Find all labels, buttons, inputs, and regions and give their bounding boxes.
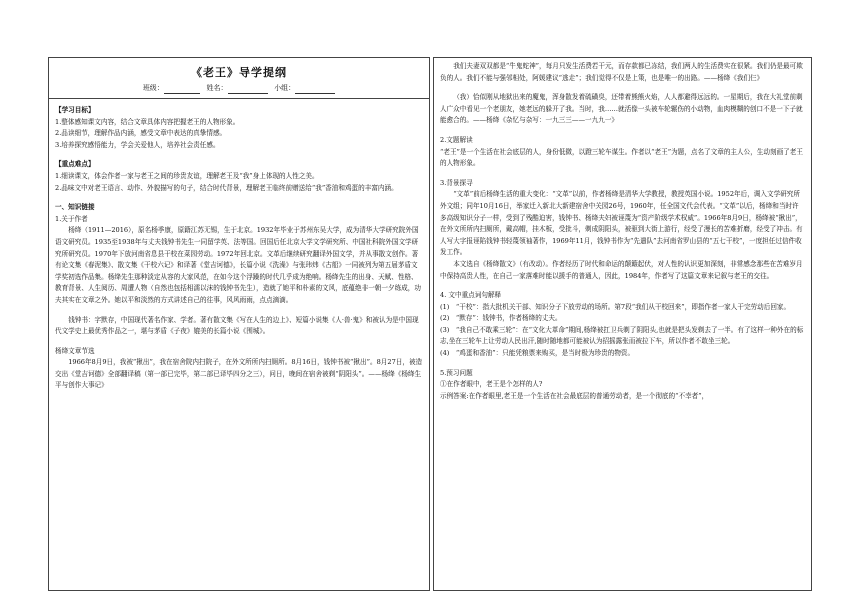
background-heading: 3.背景探寻 bbox=[440, 178, 473, 187]
objectives-heading: 【学习目标】 bbox=[55, 106, 95, 114]
objective-item: 3.培养探究感悟能力，学会关爱他人，培养社会责任感。 bbox=[55, 140, 220, 149]
key-word-item: (3) “我自己不敢乘三轮”：在“文化大革命”期间,杨绛被扛卫兵剃了阴阳头,也就是把头发剃去了一半。有了这样一种外在的标志,坐在三轮车上让劳动人民出汗,随时随地都可能被认为招摇露张而被拉下车，所以作者不敢坐三轮。 bbox=[440, 325, 804, 346]
key-word-item: (4) “鸡蛋和香油”：只能凭粮票来购买，是当时极为珍贵的物资。 bbox=[440, 349, 635, 358]
key-words-heading: 4. 文中重点词句解释 bbox=[440, 291, 502, 300]
author-paragraph: 杨绛（1911—2016），原名杨季康，原籍江苏无锡，生于北京。1932年毕业于苏州东吴大学，成为清华大学研究院外国语文研究员。1935至1938年与丈夫钱钟书先生一同留学英、法等国。回国后任北京大学文学研究所、中国社科院外国文学研究所研究员。1970年下放河南省息县干校在菜园劳动。1972年回北京。文革后继续研究翻译外国文学，并从事散文创作。著有论文集《春泥集》、散文集《干校六记》和译著《堂吉诃德》，长篇小说《洗澡》与张玮炜《古船》一同被列为第五届茅盾文学奖初选作品集。杨绛先生那种淡定从容的大家风范，在如今这个浮躁的时代几乎成为绝响。杨绛先生的出身、天赋、性格、教育背景、人生阅历、周遭人物（自然也包括相濡以沫的钱钟书先生），造就了她平和朴素的文风，底蕴绝非一朝一夕练成，功夫其实在文章之外。她以平和淡然的方式讲述自己的往事，风风雨雨，点点滴滴。 bbox=[55, 226, 421, 304]
title-interpretation-text: “老王”是一个生活在社会底层的人，身份低微，以蹬三轮车谋生。作者以“老王”为题，点名了文章的主人公，生动刻画了老王的人物形象。 bbox=[440, 147, 803, 168]
keypoint-item: 2.品味文中对老王语言、动作、外貌描写的句子，结合时代背景，理解老王临终前赠送给“我”香油和鸡蛋的丰富内涵。 bbox=[55, 183, 398, 192]
quote-zayi: （我）恰似刚从地狱出来的魔鬼，浑身散发着硫磺臭，还带着熊熊火焰，人人都避得远远的。一星期后，我在大礼堂前剩人广众中看见一个老朋友，她老远的躲开了我。当时，我……就活像一头被车轮辗伤的小动物，血肉模糊的创口不是一下子就能愈合的。——杨绛《杂忆与杂写：一九三三——一九九一》 bbox=[440, 93, 803, 125]
key-word-item: (1) “干校”：指大批机关干部、知识分子下放劳动的场所。第7段“我们从干校回来”，即指作者一家人干完劳动后回家。 bbox=[440, 302, 791, 311]
name-label: 姓名： bbox=[206, 84, 228, 92]
class-label: 班级： bbox=[142, 84, 164, 92]
divider bbox=[49, 98, 429, 99]
keypoints-heading: 【重点难点】 bbox=[55, 160, 95, 169]
qian-zhongshu-paragraph: 钱钟书：字默存，中国现代著名作家、学者。著有散文集《写在人生的边上》、短篇小说集《人·兽·鬼》和被认为是中国现代文学史上最优秀作品之一，堪与茅盾《子夜》媲美的长篇小说《围城》。 bbox=[55, 315, 419, 336]
background-text: “文革”前后杨绛生活的重大变化：“文革”以前，作者杨绛是清华大学教授，教授英国小说。1952年后，调入文学研究所外文组；同年10月16日，举家迁入新北大新建宿舍中关园26号，1960年，任全国文代会代表。“文革”以后，杨绛和当时许多高级知识分子一样，受到了残酷迫害，钱钟书、杨绛夫妇被诬蔑为“资产阶级学术权威”。1966年8月9日，杨绛被“揪出”，在外文所所内扫厕所，戴高帽，挂木板，受批斗，剃成阴阳头，被驱到大街上游行，经受了漫长的苦难折磨，经受了冲击。有人写大字报诬陷钱钟书轻蔑领袖著作，1969年11月，钱钟书作为“先遣队”去河南省罗山县的“五七干校”，一度担任过信件收发工作。 bbox=[440, 190, 803, 257]
about-author-heading: 1.关于作者 bbox=[55, 214, 88, 223]
preview-heading: 5.预习问题 bbox=[440, 368, 473, 377]
objective-item: 1.整体感知课文内容，结合文章具体内容把握老王的人物形象。 bbox=[55, 117, 240, 126]
chronicle-heading: 杨绛文章节选 bbox=[55, 346, 95, 355]
background-source-text: 本文选自《杨绛散文》（有改动）。作者经历了时代和命运的颠簸起伏，对人性的认识更加深刻，非常感念那些在苦难岁月中保持高贵人性，在自己一家落难时能以援手的普通人，因此，1984年，作者写了这篇文章来记叙与老王的交往。 bbox=[440, 259, 803, 280]
title-interpretation-heading: 2.文题解读 bbox=[440, 135, 473, 144]
student-info-fields bbox=[55, 82, 423, 94]
preview-question: ①在作者眼中，老王是个怎样的人? bbox=[440, 380, 543, 389]
right-column bbox=[433, 57, 812, 591]
left-column bbox=[48, 57, 430, 591]
group-label: 小组： bbox=[274, 84, 296, 92]
knowledge-heading: 一、知识链接 bbox=[55, 203, 95, 212]
group-field[interactable] bbox=[295, 84, 335, 94]
class-field[interactable] bbox=[164, 84, 200, 94]
name-field[interactable] bbox=[228, 84, 268, 94]
chronicle-paragraph: 1966年8月9日，我被“揪出”，我在宿舍院内扫院子，在外文所所内扫厕所。8月16日，钱钟书被“揪出”。8月27日，被造交出《堂吉诃德》全部翻译稿（第一部已完毕，第二部已译毕四分之三），问日，晚间在宿舍被剃“阴阳头”。——杨绛《杨绛生平与创作大事记》 bbox=[55, 358, 423, 390]
page-title: 《老王》导学提纲 bbox=[191, 66, 287, 79]
key-word-item: (2) “默存”：钱钟书，作者杨绛的丈夫。 bbox=[440, 314, 562, 323]
quote-women-sa: 我们夫妻双双都是“牛鬼蛇神”，每月只发生活费若干元，而存款都已冻结，我们两人的生活费实在很紧。我们仍是最可欺负的人。我们不能与强邻相处，阿媛建议“逃走”；我们觉得不仅是上策，也是唯一的出路。——杨绛《我们仨》 bbox=[440, 62, 803, 82]
objective-item: 2.品读细节，理解作品内涵，感受文章中表达的真挚情感。 bbox=[55, 129, 227, 138]
preview-answer: 示例答案:在作者眼里,老王是一个生活在社会最底层的普通劳动者，是一个彻底的“不幸者”， bbox=[440, 391, 709, 400]
keypoint-item: 1.细读课文，体会作者一家与老王之间的珍贵友谊，理解老王及“我”身上体现的人性之美。 bbox=[55, 171, 319, 180]
